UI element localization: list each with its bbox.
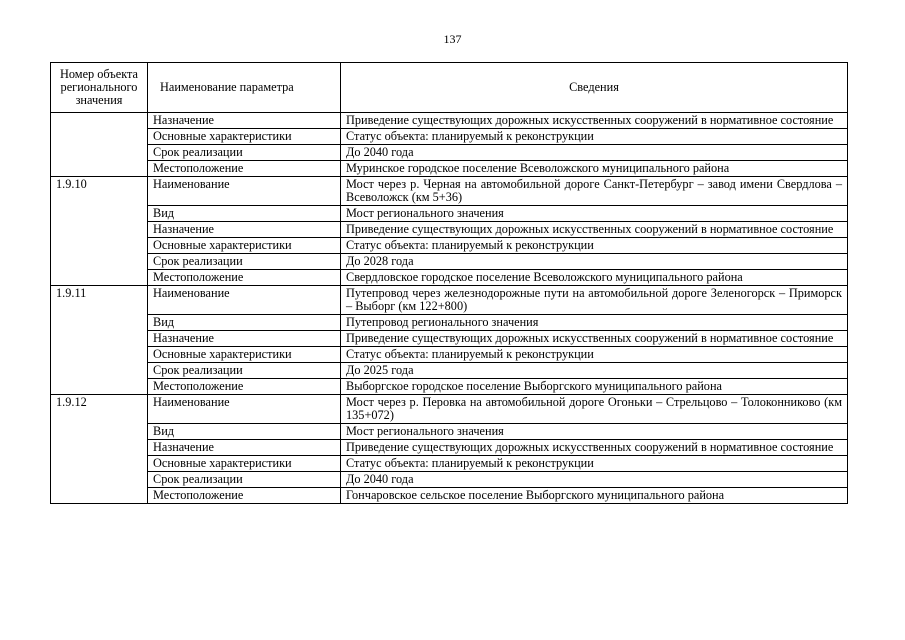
table-row bbox=[51, 395, 848, 424]
table-row bbox=[51, 379, 848, 395]
value-cell: Статус объекта: планируемый к реконструкции bbox=[341, 456, 848, 472]
value-cell: Статус объекта: планируемый к реконструкции bbox=[341, 347, 848, 363]
table-header-row bbox=[51, 63, 848, 113]
parameter-cell: Вид bbox=[148, 206, 341, 222]
parameter-cell: Местоположение bbox=[148, 379, 341, 395]
parameter-cell: Назначение bbox=[148, 331, 341, 347]
parameter-cell: Срок реализации bbox=[148, 363, 341, 379]
value-cell: Приведение существующих дорожных искусственных сооружений в нормативное состояние bbox=[341, 113, 848, 129]
table-row bbox=[51, 254, 848, 270]
table-row bbox=[51, 488, 848, 504]
table-row bbox=[51, 472, 848, 488]
value-cell: До 2040 года bbox=[341, 472, 848, 488]
value-cell: Статус объекта: планируемый к реконструкции bbox=[341, 238, 848, 254]
table-header bbox=[51, 63, 848, 113]
table-row bbox=[51, 145, 848, 161]
value-cell: Приведение существующих дорожных искусственных сооружений в нормативное состояние bbox=[341, 331, 848, 347]
value-cell: Мост через р. Черная на автомобильной дороге Санкт-Петербург – завод имени Свердлова – Всеволожск (км 5+36) bbox=[341, 177, 848, 206]
value-cell: Мост регионального значения bbox=[341, 206, 848, 222]
table-row bbox=[51, 238, 848, 254]
table-row bbox=[51, 161, 848, 177]
object-number-cell: 1.9.12 bbox=[51, 395, 148, 504]
table-row bbox=[51, 206, 848, 222]
parameter-cell: Назначение bbox=[148, 222, 341, 238]
regional-objects-table bbox=[50, 62, 848, 504]
value-cell: Путепровод регионального значения bbox=[341, 315, 848, 331]
parameter-cell: Вид bbox=[148, 424, 341, 440]
value-cell: До 2028 года bbox=[341, 254, 848, 270]
value-cell: Выборгское городское поселение Выборгского муниципального района bbox=[341, 379, 848, 395]
object-number-cell: 1.9.10 bbox=[51, 177, 148, 286]
table-row bbox=[51, 286, 848, 315]
value-cell: Приведение существующих дорожных искусственных сооружений в нормативное состояние bbox=[341, 222, 848, 238]
table-row bbox=[51, 270, 848, 286]
table-row bbox=[51, 129, 848, 145]
parameter-cell: Назначение bbox=[148, 113, 341, 129]
value-cell: Гончаровское сельское поселение Выборгского муниципального района bbox=[341, 488, 848, 504]
table-row bbox=[51, 347, 848, 363]
value-cell: Статус объекта: планируемый к реконструкции bbox=[341, 129, 848, 145]
table-row bbox=[51, 456, 848, 472]
table-row bbox=[51, 363, 848, 379]
table-row bbox=[51, 222, 848, 238]
table-row bbox=[51, 331, 848, 347]
table-row bbox=[51, 113, 848, 129]
table-row bbox=[51, 440, 848, 456]
table-body bbox=[51, 113, 848, 504]
table-row bbox=[51, 424, 848, 440]
value-cell: До 2040 года bbox=[341, 145, 848, 161]
value-cell: Приведение существующих дорожных искусственных сооружений в нормативное состояние bbox=[341, 440, 848, 456]
parameter-cell: Местоположение bbox=[148, 161, 341, 177]
page-number: 137 bbox=[443, 32, 462, 46]
table-row bbox=[51, 177, 848, 206]
parameter-cell: Основные характеристики bbox=[148, 456, 341, 472]
parameter-cell: Основные характеристики bbox=[148, 347, 341, 363]
parameter-cell: Наименование bbox=[148, 177, 341, 206]
value-cell: Мост через р. Перовка на автомобильной дороге Огоньки – Стрельцово – Толоконниково (км 135+072) bbox=[341, 395, 848, 424]
parameter-cell: Местоположение bbox=[148, 270, 341, 286]
parameter-cell: Наименование bbox=[148, 286, 341, 315]
parameter-cell: Срок реализации bbox=[148, 472, 341, 488]
parameter-cell: Основные характеристики bbox=[148, 238, 341, 254]
object-number-cell bbox=[51, 113, 148, 177]
parameter-cell: Вид bbox=[148, 315, 341, 331]
value-cell: Путепровод через железнодорожные пути на автомобильной дороге Зеленогорск – Приморск – Выборг (км 122+800) bbox=[341, 286, 848, 315]
header-information: Сведения bbox=[341, 63, 848, 113]
value-cell: Свердловское городское поселение Всеволожского муниципального района bbox=[341, 270, 848, 286]
value-cell: До 2025 года bbox=[341, 363, 848, 379]
parameter-cell: Срок реализации bbox=[148, 254, 341, 270]
parameter-cell: Местоположение bbox=[148, 488, 341, 504]
parameter-cell: Основные характеристики bbox=[148, 129, 341, 145]
value-cell: Муринское городское поселение Всеволожского муниципального района bbox=[341, 161, 848, 177]
parameter-cell: Наименование bbox=[148, 395, 341, 424]
value-cell: Мост регионального значения bbox=[341, 424, 848, 440]
table-row bbox=[51, 315, 848, 331]
parameter-cell: Срок реализации bbox=[148, 145, 341, 161]
parameter-cell: Назначение bbox=[148, 440, 341, 456]
header-parameter-name: Наименование параметра bbox=[148, 63, 341, 113]
header-object-number: Номер объекта регионального значения bbox=[51, 63, 148, 113]
object-number-cell: 1.9.11 bbox=[51, 286, 148, 395]
